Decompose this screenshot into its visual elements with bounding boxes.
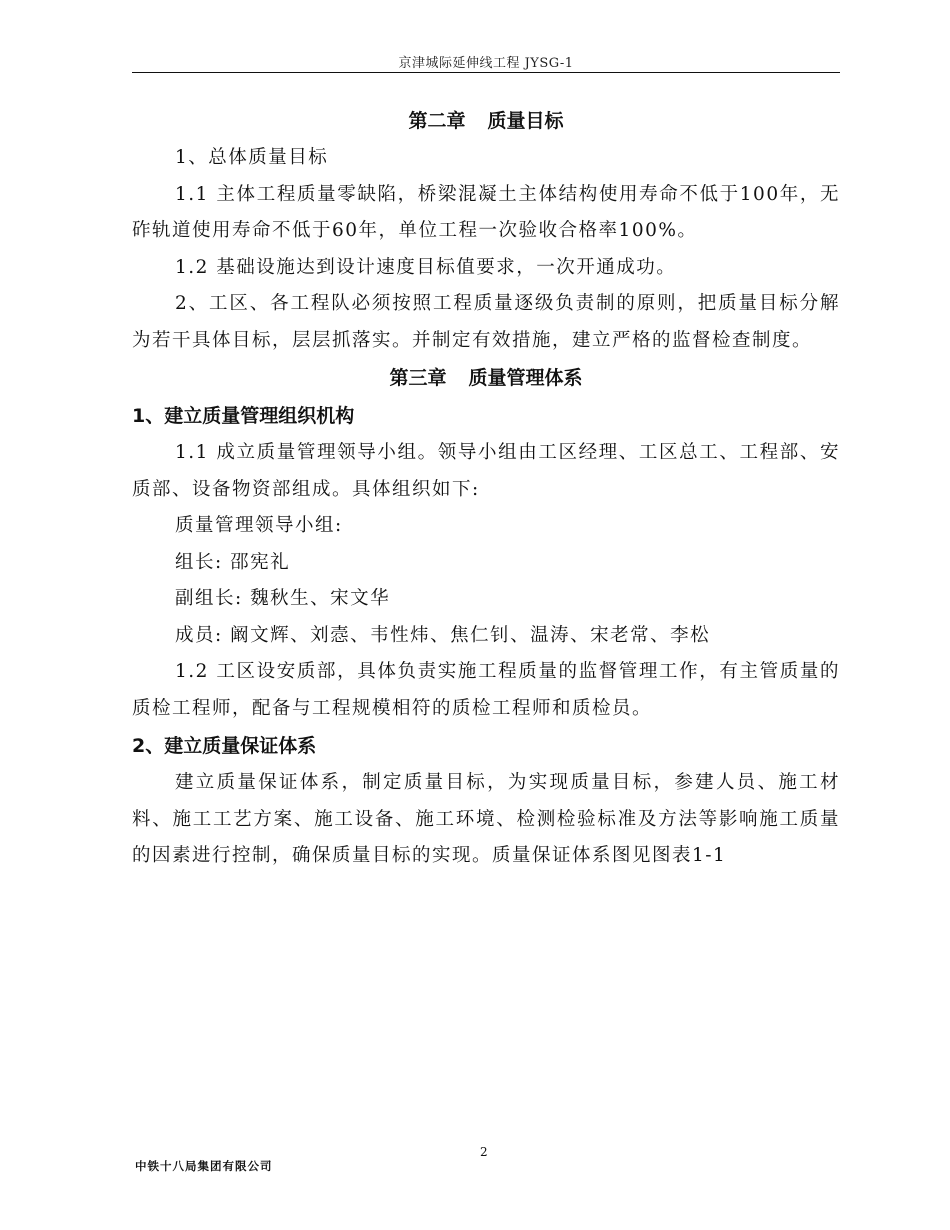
header-divider [132, 72, 840, 73]
chapter3-number: 第三章 [389, 367, 447, 389]
section1-heading: 1、建立质量管理组织机构 [132, 405, 355, 427]
page-header-title: 京津城际延伸线工程 JYSG-1 [398, 56, 574, 71]
section2-heading: 2、建立质量保证体系 [132, 735, 317, 757]
page-number: 2 [480, 1145, 488, 1159]
chapter2-para-1: 1、总体质量目标 [175, 147, 329, 168]
document-body [132, 102, 840, 875]
section1-para-6: 1.2 工区设安质部，具体负责实施工程质量的监督管理工作，有主管质量的质检工程师，配备与工程规模相符的质检工程师和质检员。 [132, 661, 840, 719]
section1-para-4: 副组长: 魏秋生、宋文华 [175, 588, 391, 609]
section1-para-3: 组长: 邵宪礼 [175, 551, 291, 573]
section1-para-2: 质量管理领导小组: [175, 515, 343, 536]
chapter3-title: 质量管理体系 [468, 367, 583, 389]
section2-para-1: 建立质量保证体系，制定质量目标，为实现质量目标，参建人员、施工材料、施工工艺方案、施工设备、施工环境、检测检验标准及方法等影响施工质量的因素进行控制，确保质量目标的实现。质量保证体系图见图表1-1 [132, 772, 840, 866]
chapter2-heading [132, 102, 840, 140]
footer-company-name: 中铁十八局集团有限公司 [135, 1159, 273, 1173]
chapter2-para-4: 2、工区、各工程队必须按照工程质量逐级负责制的原则，把质量目标分解为若干具体目标，层层抓落实。并制定有效措施，建立严格的监督检查制度。 [132, 293, 840, 351]
chapter2-para-2: 1.1 主体工程质量零缺陷，桥梁混凝土主体结构使用寿命不低于100年，无砟轨道使用寿命不低于60年，单位工程一次验收合格率100%。 [132, 183, 840, 241]
chapter2-title: 质量目标 [487, 110, 564, 132]
section1-para-5: 成员: 阚文辉、刘悫、韦性炜、焦仁钊、温涛、宋老常、李松 [175, 624, 711, 646]
chapter2-number: 第二章 [408, 110, 466, 132]
section1-para-1: 1.1 成立质量管理领导小组。领导小组由工区经理、工区总工、工程部、安质部、设备物资部组成。具体组织如下: [132, 442, 840, 500]
chapter3-heading [132, 359, 840, 397]
chapter2-para-3: 1.2 基础设施达到设计速度目标值要求，一次开通成功。 [175, 256, 677, 278]
